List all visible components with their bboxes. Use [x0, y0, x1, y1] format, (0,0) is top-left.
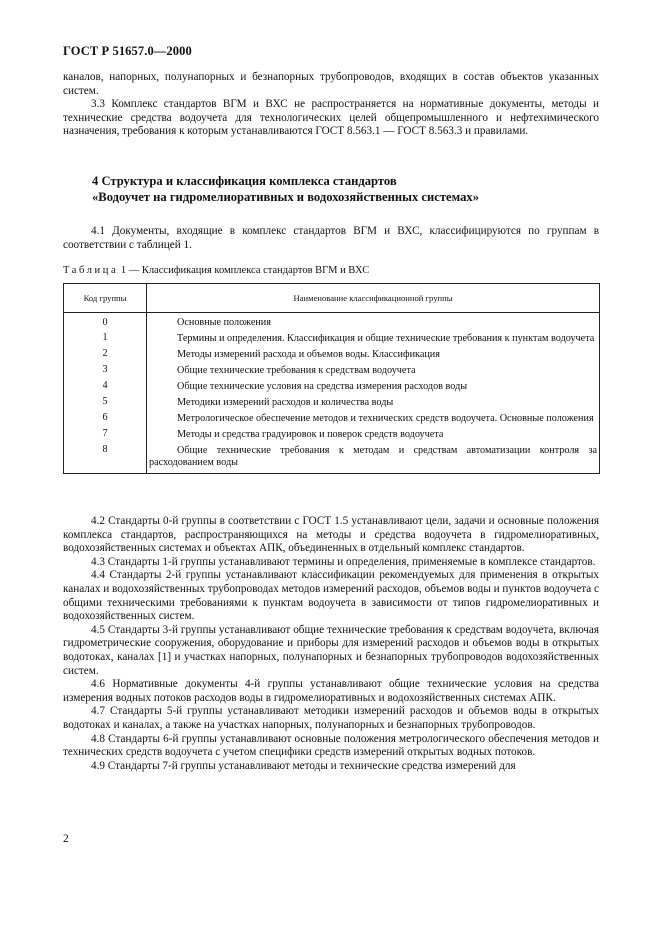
section-heading-line2: «Водоучет на гидромелиоративных и водохозяйственных системах»	[92, 190, 479, 204]
row-name: Методы и средства градуировок и поверок средств водоучета	[177, 429, 444, 440]
paragraph-4-1: 4.1 Документы, входящие в комплекс стандартов ВГМ и ВХС, классифицируются по группам в соответствии с таблицей 1.	[63, 225, 599, 251]
table-caption-label: Таблица	[63, 265, 119, 276]
paragraph-4-3: 4.3 Стандарты 1-й группы устанавливают термины и определения, применяемые в комплексе стандартов.	[91, 555, 596, 568]
row-code: 4	[64, 380, 147, 396]
page-number: 2	[63, 833, 69, 845]
row-code: 6	[64, 412, 147, 428]
paragraph-4-4: 4.4 Стандарты 2-й группы устанавливают классификации рекомендуемых для применения в открытых каналах и водохозяйственных трубопроводах методов измерений расходов, объемов воды и пунктов водоучета с общими техническими требованиями к пунктам водоучета в зависимости от типов гидромелиоративных и водохозяйственных систем.	[63, 569, 599, 623]
row-name: Общие технические требования к средствам водоучета	[177, 365, 416, 376]
body-text	[63, 515, 599, 773]
row-code: 0	[64, 313, 147, 333]
table-caption	[63, 265, 369, 276]
row-code: 3	[64, 364, 147, 380]
table-caption-text: 1 — Классификация комплекса стандартов ВГМ и ВХС	[120, 265, 370, 276]
table-row	[64, 380, 600, 396]
row-code: 5	[64, 396, 147, 412]
table-row	[64, 364, 600, 380]
para-4-1-block	[63, 225, 599, 252]
table-row	[64, 428, 600, 444]
row-code: 1	[64, 332, 147, 348]
paragraph-4-5: 4.5 Стандарты 3-й группы устанавливают общие технические требования к средствам водоучета, включая гидрометрические сооружения, оборудование и приборы для измерений расходов и объемов воды в открытых водотоках, каналах [1] и участках напорных, полунапорных и безнапорных трубопроводов водохозяйственных систем.	[63, 623, 599, 677]
table-row	[64, 332, 600, 348]
paragraph-4-2: 4.2 Стандарты 0-й группы в соответствии с ГОСТ 1.5 устанавливают цели, задачи и основные положения комплекса стандартов, распространяющихся на методы и средства водоучета в гидромелиоративных, водохозяйственных системах и объектах АПК, объединенных в отдельный комплекс стандартов.	[63, 515, 599, 555]
paragraph-3-3: 3.3 Комплекс стандартов ВГМ и ВХС не распространяется на нормативные документы, методы и технические средства водоучета для технологических целей общепромышленного и нефтехимического назначения, требования к которым устанавливаются ГОСТ 8.563.1 — ГОСТ 8.563.3 и правилами.	[63, 98, 599, 138]
row-name: Методики измерений расходов и количества воды	[177, 397, 394, 408]
row-name: Метрологическое обеспечение методов и технических средств водоучета. Основные положения	[177, 413, 594, 424]
row-code: 8	[64, 444, 147, 474]
intro-text	[63, 71, 599, 139]
row-name: Общие технические условия на средства измерения расходов воды	[177, 381, 468, 392]
running-header: ГОСТ Р 51657.0—2000	[63, 44, 192, 58]
row-code: 2	[64, 348, 147, 364]
row-name: Общие технические требования к методам и средствам автоматизации контроля за расходованием воды	[149, 445, 597, 468]
table-row	[64, 412, 600, 428]
paragraph-4-8: 4.8 Стандарты 6-й группы устанавливают основные положения метрологического обеспечения методов и технических средств водоучета с учетом специфики средств измерений открытых водных потоков.	[63, 732, 599, 759]
table-row	[64, 396, 600, 412]
section-heading-line1: 4 Структура и классификация комплекса стандартов	[92, 174, 397, 188]
row-code: 7	[64, 428, 147, 444]
paragraph-4-6: 4.6 Нормативные документы 4-й группы устанавливают общие технические условия на средства измерения водных потоков расходов воды в гидромелиоративных и водохозяйственных системах АПК.	[63, 678, 599, 704]
table-row	[64, 313, 600, 333]
paragraph-4-7: 4.7 Стандарты 5-й группы устанавливают методики измерений расходов и объемов воды в открытых водотоках и каналах, а также на участках напорных, полунапорных и безнапорных трубопроводов.	[63, 705, 599, 731]
section-heading	[92, 173, 479, 205]
row-name: Термины и определения. Классификация и общие технические требования к пунктам водоучета	[177, 333, 595, 344]
col-header-code: Код группы	[64, 284, 147, 313]
row-name: Основные положения	[177, 317, 271, 328]
paragraph-continuation: каналов, напорных, полунапорных и безнапорных трубопроводов, входящих в состав объектов указанных систем.	[63, 71, 599, 97]
paragraph-4-9: 4.9 Стандарты 7-й группы устанавливают методы и технические средства измерений для	[91, 759, 516, 772]
row-name: Методы измерений расхода и объемов воды. Классификация	[177, 349, 440, 360]
table-row	[64, 444, 600, 474]
col-header-name: Наименование классификационной группы	[147, 284, 600, 313]
table-row	[64, 348, 600, 364]
classification-table	[63, 283, 600, 474]
